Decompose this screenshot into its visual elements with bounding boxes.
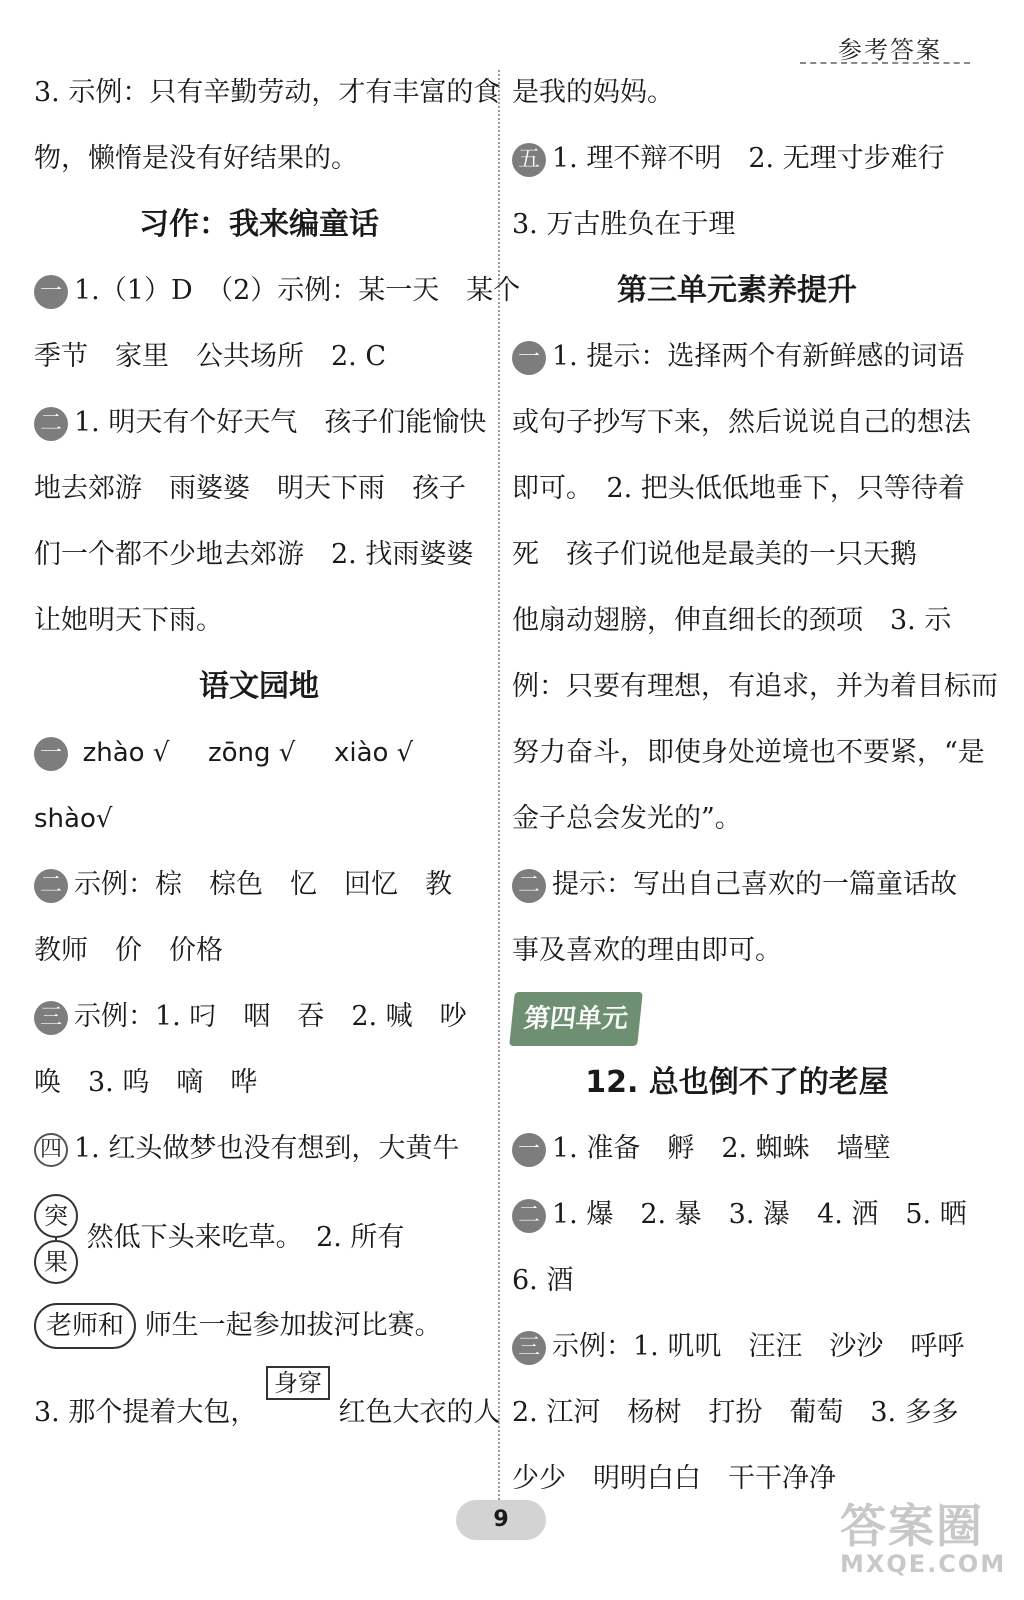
answer-text: 1.（1）D （2）示例：某一天 某个: [74, 275, 521, 306]
section-number-badge: 二: [34, 407, 68, 441]
right-column: [512, 68, 998, 1520]
section-heading: 语文园地: [199, 669, 319, 704]
header-rule: [800, 62, 970, 64]
answer-line: 努力奋斗，即使身处逆境也不要紧，“是: [512, 737, 985, 768]
section-heading: 习作：我来编童话: [139, 207, 379, 242]
answer-line: [512, 1322, 965, 1388]
section-heading: 第三单元素养提升: [617, 273, 857, 308]
pinyin-answer: zōng √: [208, 738, 296, 768]
answer-text: 1. 明天有个好天气 孩子们能愉快: [74, 407, 487, 438]
answer-line: 地去郊游 雨婆婆 明天下雨 孩子: [34, 473, 466, 504]
answer-line: 3. 万古胜负在于理: [512, 209, 736, 240]
section-number-badge: 二: [512, 869, 546, 903]
section-number-badge: 一: [512, 1133, 546, 1167]
answer-text: 红色大衣的人: [338, 1397, 501, 1428]
section-number-badge: 三: [34, 1001, 68, 1035]
answer-text: 提示：写出自己喜欢的一篇童话故: [552, 869, 957, 900]
answer-text: 1. 准备 孵 2. 蜘蛛 墙壁: [552, 1133, 891, 1164]
answer-line: [34, 992, 484, 1058]
answer-text: 1. 理不辩不明 2. 无理寸步难行: [552, 143, 945, 174]
answer-line: 金子总会发光的”。: [512, 803, 742, 834]
answer-line: 唤 3. 呜 嘀 哗: [34, 1067, 258, 1098]
circled-char: 突: [34, 1194, 78, 1238]
answer-text: 3. 那个提着大包，: [34, 1397, 258, 1428]
answer-line: [34, 1366, 501, 1436]
section-number-badge: 一: [34, 737, 68, 771]
section-number-badge: 二: [34, 869, 68, 903]
section-number-badge: 一: [34, 275, 68, 309]
answer-line: [34, 860, 484, 926]
answer-line: [512, 134, 962, 200]
answer-line: 2. 江河 杨树 打扮 葡萄 3. 多多: [512, 1397, 959, 1428]
left-column: [34, 68, 521, 1436]
unit-tag: 第四单元: [509, 992, 643, 1046]
answer-text: 示例：1. 叼 咽 吞 2. 喊 吵: [74, 1001, 467, 1032]
answer-line: [34, 794, 484, 860]
page-number: 9: [456, 1500, 546, 1540]
answer-line: [34, 398, 487, 464]
answer-line: [34, 266, 521, 332]
section-number-badge: 四: [34, 1133, 68, 1167]
answer-line: 物，懒惰是没有好结果的。: [34, 143, 358, 174]
circled-char: 果: [34, 1240, 78, 1284]
unit-tag-line: [512, 992, 962, 1058]
section-number-badge: 五: [512, 143, 546, 177]
pinyin-answer: shào√: [34, 804, 113, 834]
answer-line: 季节 家里 公共场所 2. C: [34, 341, 387, 372]
answer-line: [512, 1124, 962, 1190]
answer-line: 例：只要有理想，有追求，并为着目标而: [512, 671, 998, 702]
header-label: 参考答案: [838, 36, 942, 64]
answer-line: 教师 价 价格: [34, 935, 223, 966]
section-heading: 12. 总也倒不了的老屋: [585, 1065, 889, 1100]
watermark-url: MXQE.COM: [840, 1550, 1007, 1578]
answer-line: [512, 860, 962, 926]
watermark: [840, 1490, 1006, 1578]
answer-text: 1. 爆 2. 暴 3. 瀑 4. 洒 5. 晒: [552, 1199, 967, 1230]
section-number-badge: 一: [512, 341, 546, 375]
answer-line: 死 孩子们说他是最美的一只天鹅: [512, 539, 917, 570]
answer-line: 事及喜欢的理由即可。: [512, 935, 782, 966]
answer-line: 3. 示例：只有辛勤劳动，才有丰富的食: [34, 77, 501, 108]
answer-line: 他扇动翅膀，伸直细长的颈项 3. 示: [512, 605, 952, 636]
answer-line: [512, 1190, 967, 1256]
pinyin-answer: zhào √: [82, 738, 170, 768]
section-number-badge: 三: [512, 1331, 546, 1365]
answer-line: 或句子抄写下来，然后说说自己的想法: [512, 407, 971, 438]
answer-line: 即可。 2. 把头低低地垂下，只等待着: [512, 473, 965, 504]
answer-line: 6. 酒: [512, 1265, 574, 1296]
watermark-logo: 答案圈: [840, 1499, 984, 1553]
answer-line: 让她明天下雨。: [34, 605, 223, 636]
answer-line: 们一个都不少地去郊游 2. 找雨婆婆: [34, 539, 474, 570]
circled-phrase: 老师和: [34, 1303, 136, 1349]
answer-text: 1. 提示：选择两个有新鲜感的词语: [552, 341, 965, 372]
answer-line: [34, 1190, 484, 1286]
answer-line: [34, 1124, 484, 1190]
answer-text: 师生一起参加拔河比赛。: [144, 1310, 442, 1341]
connector-line: [55, 1236, 57, 1242]
answer-line: 少少 明明白白 干干净净: [512, 1463, 836, 1494]
answer-text: 示例：1. 叽叽 汪汪 沙沙 呼呼: [552, 1331, 965, 1362]
section-number-badge: 二: [512, 1199, 546, 1233]
answer-text: 然低下头来吃草。 2. 所有: [86, 1222, 405, 1253]
answer-line: [34, 728, 484, 794]
pinyin-answer: xiào √: [333, 738, 414, 768]
inserted-phrase-box: 身穿: [266, 1366, 330, 1400]
correction-stack: [34, 1192, 78, 1286]
answer-line: [34, 1286, 484, 1366]
answer-text: 1. 红头做梦也没有想到，大黄牛: [74, 1133, 460, 1164]
answer-line: [512, 332, 965, 398]
answer-text: 示例：棕 棕色 忆 回忆 教: [74, 869, 452, 900]
answer-line: 是我的妈妈。: [512, 77, 674, 108]
